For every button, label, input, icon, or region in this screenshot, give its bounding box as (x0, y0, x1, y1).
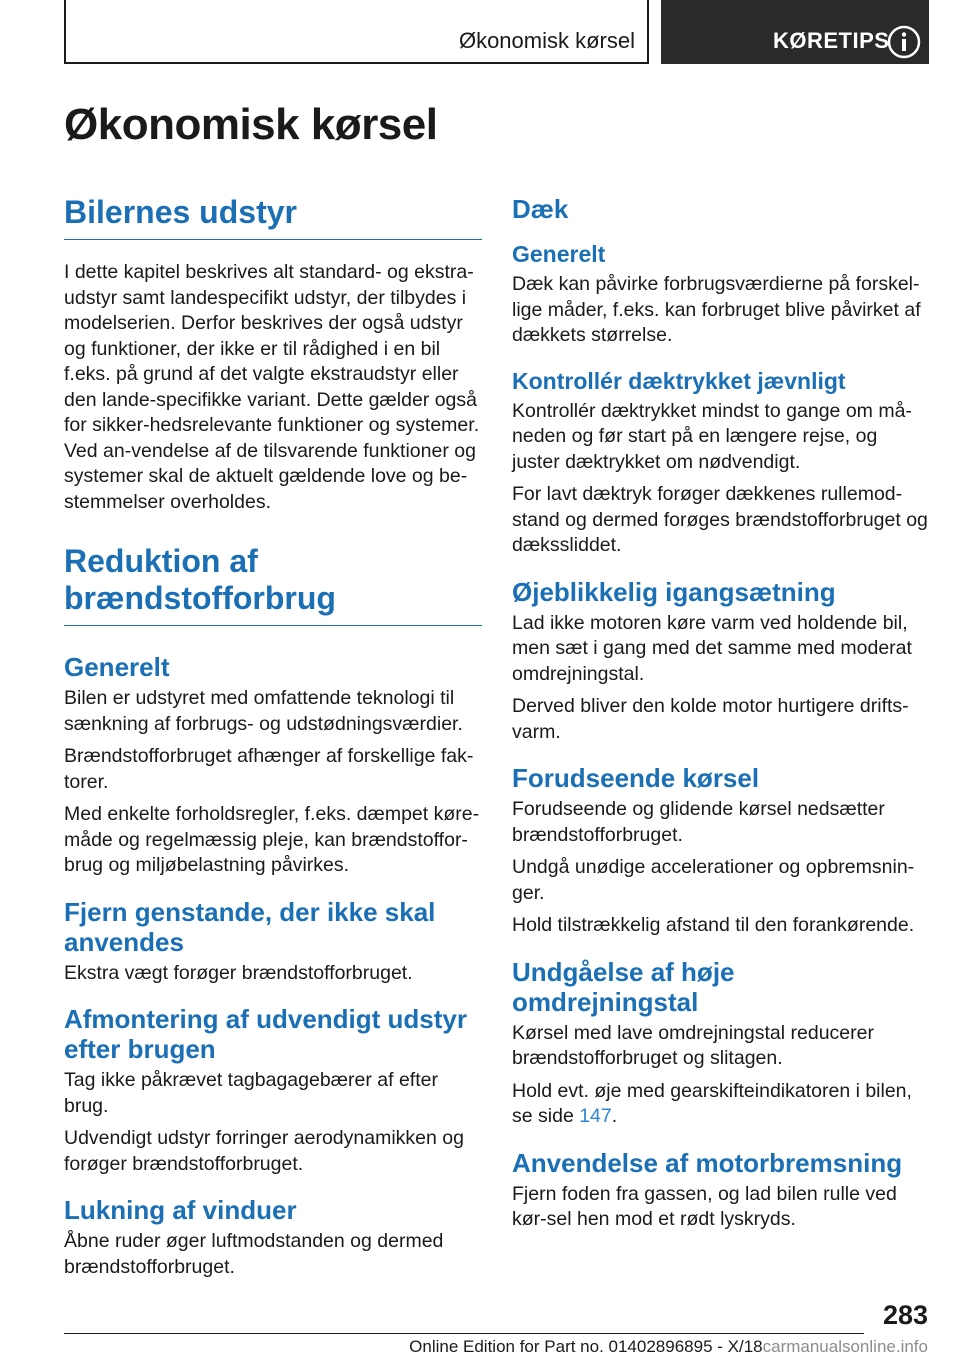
section-title: Økonomisk kørsel (458, 28, 635, 53)
paragraph-forudseende-1: Forudseende og glidende kørsel nedsætter brændstofforbruget. (512, 798, 885, 846)
heading-reduktion: Reduktion af brændstofforbrug (64, 543, 482, 626)
page-number: 283 (882, 1300, 928, 1330)
paragraph-forudseende-2: Undgå unødige accelerationer og opbremsnin-ger. (512, 856, 915, 904)
left-column (64, 188, 482, 1287)
paragraph-motorbremsning: Fjern foden fra gassen, og lad bilen rulle ved kør-sel hen mod et rødt lyskryds. (512, 1182, 897, 1230)
footer-edition: Online Edition for Part no. 01402896895 - X/18 (409, 1337, 763, 1356)
chapter-tab (661, 0, 929, 64)
paragraph-ojeblikkelig-2: Derved bliver den kolde motor hurtigere drifts-varm. (512, 695, 909, 743)
paragraph-afmontering-1: Tag ikke påkrævet tagbagagebærer af efter brug. (64, 1069, 438, 1117)
chapter-title: KØRETIPS (773, 28, 890, 53)
footer-divider (64, 1333, 864, 1334)
paragraph-generelt-3: Med enkelte forholdsregler, f.eks. dæmpet køre-måde og regelmæssig pleje, kan brændstoffor-brug og miljøbelastning påvirkes. (64, 803, 480, 876)
paragraph-ojeblikkelig-1: Lad ikke motoren køre varm ved holdende bil, men sæt i gang med det samme med moderat omdrejningstal. (512, 611, 912, 685)
section-tab (64, 0, 649, 64)
heading-daek: Dæk (512, 194, 569, 224)
heading-daek-generelt: Generelt (512, 241, 606, 267)
heading-motorbremsning: Anvendelse af motorbremsning (512, 1147, 903, 1178)
page-footer (64, 1337, 928, 1357)
heading-fjern-genstande: Fjern genstande, der ikke skal anvendes (64, 896, 436, 957)
heading-undgaaelse: Undgåelse af høje omdrejningstal (512, 956, 735, 1017)
undgaaelse-text: Hold evt. øje med gearskifteindikatoren i bilen, se side (512, 1079, 912, 1127)
paragraph-udstyr: I dette kapitel beskrives alt standard- og ekstra-udstyr samt landespecifikt udstyr, der tilbydes i modelserien. Derfor beskrives der også udstyr og funktioner, der ikke er til rådighed i en bil f.eks. på grund af det valgte ekstraudstyr eller den lande-specifikke variant. Dette gælder også for sikker-hedsrelevante funktioner og systemer. Ved an-vendelse af de tilsvarende funktioner og systemer skal de aktuelt gældende love og be-stemmelser overholdes. (64, 261, 480, 513)
paragraph-generelt-2: Brændstofforbruget afhænger af forskellige fak-torer. (64, 745, 474, 793)
right-column (512, 188, 928, 1240)
paragraph-lukning: Åbne ruder øger luftmodstanden og dermed brændstofforbruget. (64, 1230, 444, 1278)
heading-ojeblikkelig: Øjeblikkelig igangsætning (512, 576, 836, 607)
heading-forudseende: Forudseende kørsel (512, 763, 760, 793)
paragraph-fjern: Ekstra vægt forøger brændstofforbruget. (64, 961, 413, 984)
paragraph-afmontering-2: Udvendigt udstyr forringer aerodynamikken og forøger brændstofforbruget. (64, 1127, 464, 1175)
heading-kontroller-daektryk: Kontrollér dæktrykket jævnligt (512, 367, 846, 394)
footer-watermark: carmanualsonline.info (762, 1337, 928, 1356)
heading-generelt: Generelt (64, 652, 170, 682)
paragraph-generelt-1: Bilen er udstyret med omfattende teknologi til sænkning af forbrugs- og udstødningsværdier. (64, 687, 463, 735)
paragraph-undgaaelse-2 (512, 1079, 928, 1130)
paragraph-kontroller-1: Kontrollér dæktrykket mindst to gange om må-neden og før start på en længere rejse, og juster dæktrykket om nødvendigt. (512, 399, 912, 473)
paragraph-forudseende-3: Hold tilstrækkelig afstand til den forankørende. (512, 914, 915, 936)
info-icon (886, 24, 922, 60)
heading-afmontering: Afmontering af udvendigt udstyr efter brugen (64, 1004, 467, 1064)
paragraph-kontroller-2: For lavt dæktryk forøger dækkenes rullemod-stand og dermed forøges brændstofforbruget og dækssliddet. (512, 483, 928, 556)
page-title: Økonomisk kørsel (64, 100, 438, 149)
heading-bilernes-udstyr: Bilernes udstyr (64, 194, 482, 240)
page-header (64, 0, 929, 64)
paragraph-daek-generelt: Dæk kan påvirke forbrugsværdierne på forskel-lige måder, f.eks. kan forbruget blive påvirket af dækkets størrelse. (512, 273, 921, 346)
heading-lukning: Lukning af vinduer (64, 1195, 297, 1225)
page-link-147[interactable]: 147 (579, 1105, 612, 1127)
paragraph-undgaaelse-1: Kørsel med lave omdrejningstal reducerer brændstofforbruget og slitagen. (512, 1021, 874, 1069)
undgaaelse-period: . (611, 1105, 618, 1127)
